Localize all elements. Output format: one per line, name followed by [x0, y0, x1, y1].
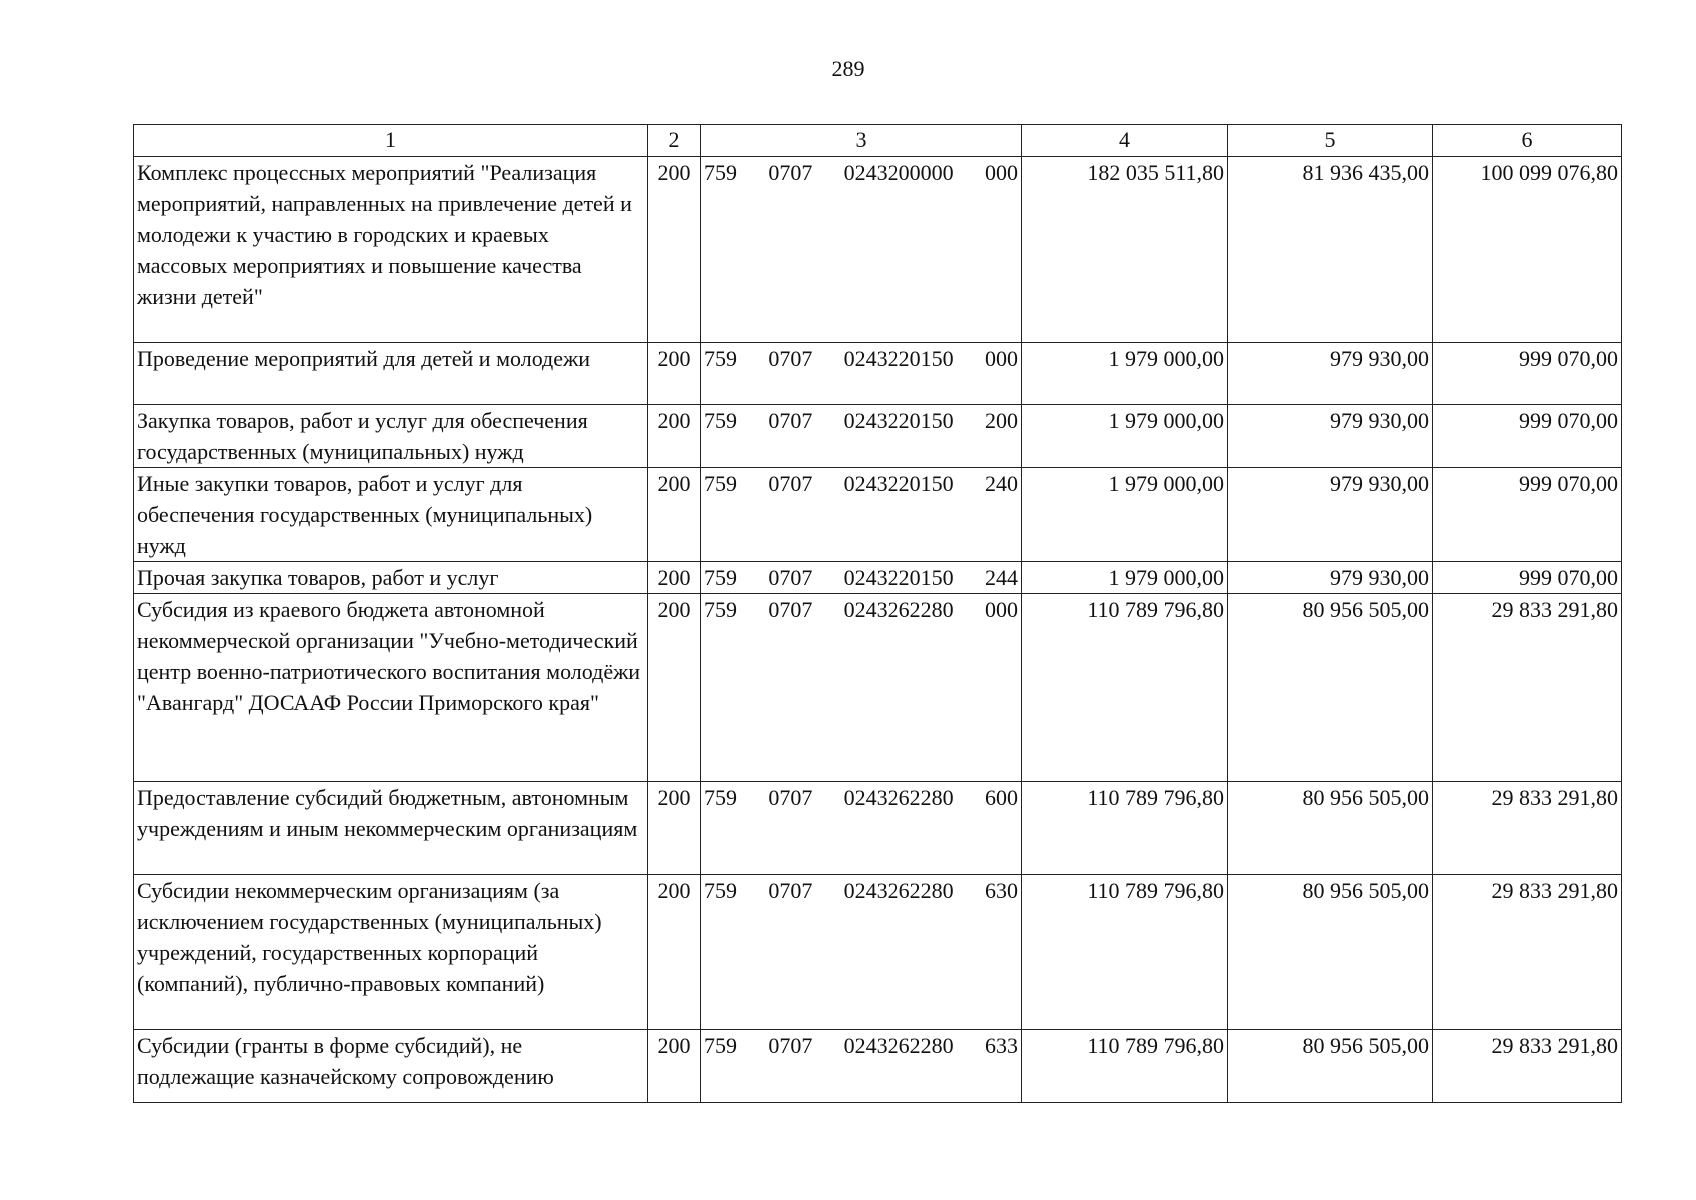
row-col4: 110 789 796,80 — [1022, 875, 1228, 1030]
grbs-code: 759 — [704, 346, 737, 371]
grbs-code: 759 — [704, 565, 737, 590]
kind-code: 633 — [984, 1033, 1018, 1058]
row-col2: 200 — [648, 782, 701, 875]
section-code: 0707 — [768, 408, 813, 433]
row-col4: 1 979 000,00 — [1022, 562, 1228, 594]
kind-code: 000 — [984, 346, 1018, 371]
row-col2: 200 — [648, 1030, 701, 1103]
row-col6: 100 099 076,80 — [1433, 157, 1622, 343]
table-row — [134, 157, 1622, 343]
section-code: 0707 — [768, 1033, 813, 1058]
target-code: 0243220150 — [843, 471, 954, 496]
header-col-2: 2 — [648, 125, 701, 157]
kind-code: 000 — [984, 160, 1018, 185]
kind-code: 244 — [984, 565, 1018, 590]
section-code: 0707 — [768, 471, 813, 496]
row-col6: 29 833 291,80 — [1433, 594, 1622, 782]
row-col5: 80 956 505,00 — [1228, 1030, 1433, 1103]
row-col2: 200 — [648, 594, 701, 782]
kind-code: 630 — [984, 878, 1018, 903]
header-row — [134, 125, 1622, 157]
table-row — [134, 782, 1622, 875]
row-col2: 200 — [648, 468, 701, 562]
row-col2: 200 — [648, 875, 701, 1030]
row-name: Субсидии (гранты в форме субсидий), не подлежащие казначейскому сопровождению — [134, 1030, 648, 1103]
row-codes — [701, 157, 1022, 343]
target-code: 0243220150 — [843, 346, 954, 371]
row-name: Иные закупки товаров, работ и услуг для обеспечения государственных (муниципальных) нужд — [134, 468, 648, 562]
target-code: 0243262280 — [843, 1033, 954, 1058]
table-header — [134, 125, 1622, 157]
kind-code: 240 — [984, 471, 1018, 496]
row-col6: 999 070,00 — [1433, 343, 1622, 405]
row-col4: 110 789 796,80 — [1022, 1030, 1228, 1103]
header-col-6: 6 — [1433, 125, 1622, 157]
grbs-code: 759 — [704, 785, 737, 810]
row-codes — [701, 875, 1022, 1030]
table-body — [134, 157, 1622, 1103]
row-col5: 81 936 435,00 — [1228, 157, 1433, 343]
target-code: 0243262280 — [843, 785, 954, 810]
section-code: 0707 — [768, 565, 813, 590]
section-code: 0707 — [768, 785, 813, 810]
table-row — [134, 343, 1622, 405]
row-col5: 979 930,00 — [1228, 405, 1433, 468]
page-number: 289 — [831, 56, 865, 81]
table-row — [134, 875, 1622, 1030]
row-col4: 110 789 796,80 — [1022, 782, 1228, 875]
row-col4: 1 979 000,00 — [1022, 468, 1228, 562]
section-code: 0707 — [768, 346, 813, 371]
kind-code: 000 — [984, 597, 1018, 622]
header-col-1: 1 — [134, 125, 648, 157]
row-col2: 200 — [648, 405, 701, 468]
row-col4: 1 979 000,00 — [1022, 343, 1228, 405]
row-col2: 200 — [648, 157, 701, 343]
grbs-code: 759 — [704, 160, 737, 185]
header-col-4: 4 — [1022, 125, 1228, 157]
target-code: 0243220150 — [843, 408, 954, 433]
row-name: Проведение мероприятий для детей и молодежи — [134, 343, 648, 405]
row-col5: 979 930,00 — [1228, 562, 1433, 594]
table-row — [134, 562, 1622, 594]
grbs-code: 759 — [704, 597, 737, 622]
row-col2: 200 — [648, 343, 701, 405]
row-codes — [701, 782, 1022, 875]
row-col5: 979 930,00 — [1228, 343, 1433, 405]
header-col-5: 5 — [1228, 125, 1433, 157]
row-col5: 979 930,00 — [1228, 468, 1433, 562]
row-col5: 80 956 505,00 — [1228, 782, 1433, 875]
row-col5: 80 956 505,00 — [1228, 594, 1433, 782]
row-col6: 29 833 291,80 — [1433, 1030, 1622, 1103]
row-col6: 29 833 291,80 — [1433, 782, 1622, 875]
row-col4: 110 789 796,80 — [1022, 594, 1228, 782]
table-row — [134, 468, 1622, 562]
row-codes — [701, 1030, 1022, 1103]
grbs-code: 759 — [704, 408, 737, 433]
target-code: 0243262280 — [843, 878, 954, 903]
row-col4: 182 035 511,80 — [1022, 157, 1228, 343]
row-col6: 999 070,00 — [1433, 468, 1622, 562]
budget-table — [133, 124, 1622, 1103]
target-code: 0243200000 — [843, 160, 954, 185]
table-row — [134, 594, 1622, 782]
target-code: 0243220150 — [843, 565, 954, 590]
row-name: Субсидии некоммерческим организациям (за исключением государственных (муниципальных) учреждений, государственных корпораций (компаний), публично-правовых компаний) — [134, 875, 648, 1030]
row-name: Закупка товаров, работ и услуг для обеспечения государственных (муниципальных) нужд — [134, 405, 648, 468]
row-col6: 999 070,00 — [1433, 562, 1622, 594]
row-col4: 1 979 000,00 — [1022, 405, 1228, 468]
row-name: Комплекс процессных мероприятий "Реализация мероприятий, направленных на привлечение детей и молодежи к участию в городских и краевых массовых мероприятиях и повышение качества жизни детей" — [134, 157, 648, 343]
row-name: Субсидия из краевого бюджета автономной некоммерческой организации "Учебно-методический центр военно-патриотического воспитания молодёжи "Авангард" ДОСААФ России Приморского края" — [134, 594, 648, 782]
row-name: Предоставление субсидий бюджетным, автономным учреждениям и иным некоммерческим организациям — [134, 782, 648, 875]
kind-code: 600 — [984, 785, 1018, 810]
row-codes — [701, 405, 1022, 468]
table-row — [134, 405, 1622, 468]
row-codes — [701, 562, 1022, 594]
section-code: 0707 — [768, 597, 813, 622]
section-code: 0707 — [768, 160, 813, 185]
row-codes — [701, 594, 1022, 782]
grbs-code: 759 — [704, 1033, 737, 1058]
row-name: Прочая закупка товаров, работ и услуг — [134, 562, 648, 594]
row-col2: 200 — [648, 562, 701, 594]
target-code: 0243262280 — [843, 597, 954, 622]
row-col5: 80 956 505,00 — [1228, 875, 1433, 1030]
row-codes — [701, 343, 1022, 405]
header-col-3: 3 — [701, 125, 1022, 157]
row-col6: 999 070,00 — [1433, 405, 1622, 468]
section-code: 0707 — [768, 878, 813, 903]
table-row — [134, 1030, 1622, 1103]
row-col6: 29 833 291,80 — [1433, 875, 1622, 1030]
row-codes — [701, 468, 1022, 562]
kind-code: 200 — [984, 408, 1018, 433]
grbs-code: 759 — [704, 878, 737, 903]
grbs-code: 759 — [704, 471, 737, 496]
